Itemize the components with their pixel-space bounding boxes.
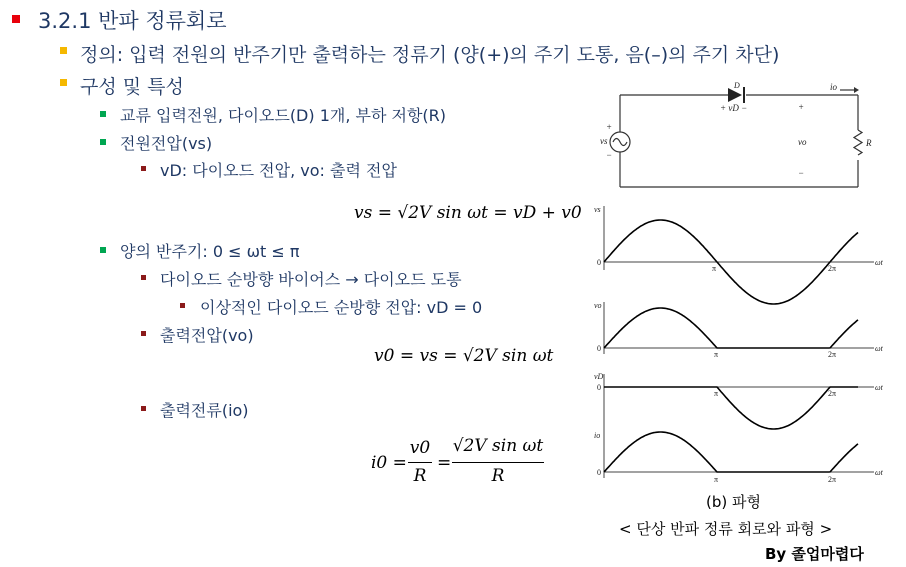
- author-signature: By 졸업마렵다: [765, 545, 864, 563]
- positive-half-text: 양의 반주기: 0 ≤ ωt ≤ π: [120, 242, 300, 261]
- slide-title: 3.2.1 반파 정류회로: [38, 9, 227, 33]
- fraction-bar: [408, 462, 432, 463]
- figure-caption: (b) 파형: [706, 493, 761, 511]
- r-label: R: [866, 138, 872, 148]
- components-text: 교류 입력전원, 다이오드(D) 1개, 부하 저항(R): [120, 106, 447, 125]
- source-voltage-text: 전원전압(vs): [120, 134, 213, 153]
- equation-io-eq: =: [437, 453, 452, 473]
- composition-heading: 구성 및 특성: [80, 76, 184, 98]
- bullet-level3: [100, 247, 106, 253]
- zero-label: 0: [597, 344, 601, 353]
- vd-vo-description: vD: 다이오드 전압, vo: 출력 전압: [160, 161, 397, 180]
- diode-symbol: [728, 88, 742, 102]
- equation-io-num2: √2V sin ωt: [452, 436, 544, 456]
- omega-t-label: ωt: [875, 383, 883, 392]
- vd-label: + vD −: [720, 103, 748, 113]
- bullet-level3: [100, 139, 106, 145]
- main-caption: < 단상 반파 정류 회로와 파형 >: [619, 520, 833, 538]
- bullet-level4: [141, 275, 146, 280]
- output-current-text: 출력전류(io): [160, 401, 249, 420]
- fraction-bar: [452, 462, 544, 463]
- half-wave-circuit-diagram: [588, 80, 878, 192]
- bullet-level2: [60, 79, 67, 86]
- io-label: io: [830, 82, 838, 92]
- omega-t-label: ωt: [875, 344, 883, 353]
- vs-minus-label: −: [606, 150, 613, 160]
- diode-label: D: [734, 81, 740, 90]
- pi-label: π: [714, 389, 719, 398]
- waveforms-figure: [588, 198, 888, 490]
- zero-label: 0: [597, 383, 601, 392]
- vs-plus-label: +: [606, 122, 613, 132]
- bullet-level1: [12, 15, 20, 23]
- vo-label: vo: [798, 137, 807, 147]
- vs-axis-label: vs: [594, 205, 601, 214]
- axes: [604, 206, 874, 478]
- omega-t-label: ωt: [875, 258, 883, 267]
- zero-label: 0: [597, 468, 601, 477]
- two-pi-label: 2π: [828, 264, 837, 273]
- vd-waveform: [604, 387, 858, 429]
- output-voltage-text: 출력전압(vo): [160, 326, 254, 345]
- pi-label: π: [714, 350, 719, 359]
- bullet-level4: [141, 331, 146, 336]
- two-pi-label: 2π: [828, 475, 837, 484]
- minus-label: −: [798, 168, 805, 178]
- two-pi-label: 2π: [828, 389, 837, 398]
- vo-axis-label: vo: [594, 301, 602, 310]
- equation-vo: v0 = vs = √2V sin ωt: [374, 346, 554, 366]
- vd-axis-label: vD: [594, 372, 604, 381]
- bullet-level4: [141, 406, 146, 411]
- zero-label: 0: [597, 258, 601, 267]
- ideal-diode-text: 이상적인 다이오드 순방향 전압: vD = 0: [200, 298, 483, 317]
- forward-bias-text: 다이오드 순방향 바이어스 → 다이오드 도통: [160, 270, 462, 289]
- io-waveform: [604, 432, 858, 472]
- equation-io-den1: R: [413, 466, 427, 486]
- equation-io-num1: v0: [409, 438, 431, 458]
- pi-label: π: [712, 264, 717, 273]
- pi-label: π: [714, 475, 719, 484]
- equation-vs: vs = √2V sin ωt = vD + v0: [354, 203, 582, 223]
- bullet-level3: [100, 111, 106, 117]
- bullet-level2: [60, 47, 67, 54]
- definition-text: 정의: 입력 전원의 반주기만 출력하는 정류기 (양(+)의 주기 도통, 음(–)의 주기 차단): [80, 44, 780, 66]
- vo-waveform: [604, 308, 858, 348]
- plus-label: +: [798, 102, 805, 112]
- io-axis-label: io: [594, 431, 601, 440]
- two-pi-label: 2π: [828, 350, 837, 359]
- bullet-level5: [180, 303, 185, 308]
- equation-io-den2: R: [491, 466, 505, 486]
- vs-label: vs: [600, 136, 608, 146]
- equation-io-lhs: i0 =: [371, 453, 407, 473]
- bullet-level4: [141, 166, 146, 171]
- omega-t-label: ωt: [875, 468, 883, 477]
